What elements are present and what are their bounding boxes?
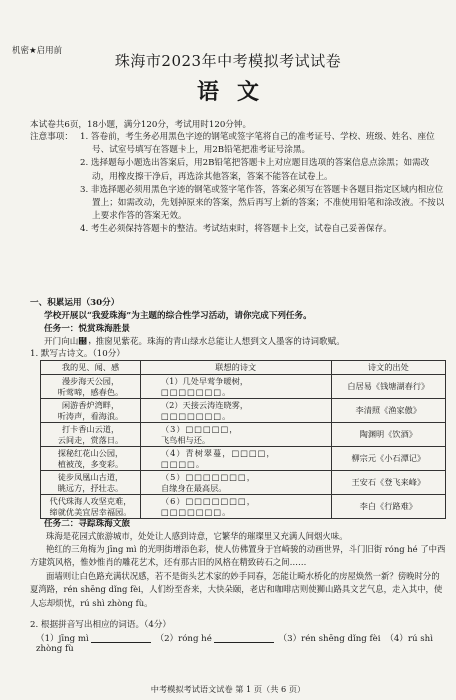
feel-line: 云间走，赏落日。	[57, 434, 124, 445]
poem-blank[interactable]: （4）青树翠蔓，□□□□，	[160, 447, 276, 458]
poem-blank[interactable]: □□□□□□□。	[160, 410, 232, 421]
answer-blank[interactable]	[91, 634, 151, 643]
poem-blank[interactable]: （6）□□□□□□□，	[160, 495, 256, 506]
source-cell: 柳宗元《小石潭记》	[331, 447, 445, 471]
poem-line: （2）天接云涛连晓雾，	[160, 399, 249, 410]
source-cell: 白居易《钱塘湖春行》	[331, 375, 445, 399]
notice-item: 4. 考生必须保持答题卡的整洁。考试结束时，将答题卡上交，试卷自己妥善保存。	[80, 224, 392, 235]
poem-blank[interactable]: □□□□。	[160, 458, 206, 469]
pinyin-option: （3）rén shēng dǐng fèi	[278, 634, 381, 644]
secret-label: 机密★启用前	[12, 46, 63, 56]
task2-line: 艳红的三角梅为 jīng mì 的光明街增添色彩，使人仿佛置身于宫崎骏的动画世界，斗门旧街 róng hé 了中西方建筑风格，惟妙惟肖的雕花艺术，还有那古旧的风格在精致砖石之间……	[30, 544, 446, 568]
feel-line: 徒步凤凰山古道，	[57, 471, 124, 482]
poem-blank[interactable]: □□□□□□□。	[160, 506, 232, 517]
section-heading: 一、积累运用（30分）	[30, 298, 120, 308]
task1-text: 开门向山຀，推窗见紫花。珠海的青山绿水总能让人想到文人墨客的诗词歌赋。	[44, 337, 345, 347]
source-cell: 李白《行路难》	[331, 495, 445, 519]
table-row	[41, 495, 446, 519]
feel-line: 代代珠海人攻坚克难，	[49, 495, 132, 506]
col-header-poem: 联想的诗文	[140, 361, 331, 375]
task2-title: 任务二：寻踪珠海文旅	[44, 519, 130, 529]
poem-line: 自缘身在最高层。	[160, 482, 227, 493]
feel-line: 缔就优美宜居幸福园。	[49, 506, 132, 517]
feel-line: 植被茂，多变彩。	[57, 458, 124, 469]
notice-item: 2. 选择题每小题选出答案后，用2B铅笔把答题卡上对应题目选项的答案信息点涂黑；如需改动，用橡皮擦干净后，再选涂其他答案，答案不能答在试卷上。	[80, 158, 430, 182]
exam-title: 珠海市2023年中考模拟考试试卷	[114, 52, 342, 70]
table-row	[41, 471, 446, 495]
table-row	[41, 375, 446, 399]
question-2: 2. 根据拼音写出相应的词语。（4分）	[30, 620, 172, 630]
feel-line: 闲游香炉湾畔，	[61, 399, 120, 410]
source-cell: 陶渊明《饮酒》	[331, 423, 445, 447]
table-row	[41, 447, 446, 471]
pinyin-option: （4）rú shì zhòng fù	[36, 634, 433, 654]
feel-line: 打卡香山云道，	[61, 423, 120, 434]
table-row	[41, 399, 446, 423]
answer-blank[interactable]	[214, 634, 274, 643]
col-header-feel: 我的见、闻、感	[41, 361, 141, 375]
task2-line: 珠海是花园式旅游城市，处处让人感到诗意，它繁华的璀璨里又充满人间烟火味。	[46, 531, 348, 541]
feel-line: 探秘红花山公园，	[57, 447, 124, 458]
poem-line: （1）几处早莺争暖树，	[160, 375, 249, 386]
task1-title: 任务一：悦赏珠海胜景	[44, 324, 130, 334]
poem-line: 飞鸟相与还。	[160, 434, 211, 445]
poem-blank[interactable]: （3）□□□□□，	[160, 423, 239, 434]
feel-line: 听莺啼，感春色。	[57, 386, 124, 397]
feel-line: 听涛声，看海浪。	[57, 410, 124, 421]
intro-text: 本试卷共6页，18小题，满分120分，考试用时120分钟。	[30, 120, 252, 130]
feel-line: 眺远方，抒壮志。	[57, 482, 124, 493]
source-cell: 李清照《渔家傲》	[331, 399, 445, 423]
subject-title: 语文	[196, 79, 277, 105]
activity-text: 学校开展以“我爱珠海”为主题的综合性学习活动，请你完成下列任务。	[44, 311, 312, 321]
poem-blank[interactable]: □□□□□□□。	[160, 386, 232, 397]
task2-line: 面墙则让白色路充满状况感，若不是街头艺术家的妙手同春，怎能让畸水桥化的房屋焕然一新？傍晚时分的夏湾路，rén shēng dǐng fèi，人们纷至沓来，大快朵颐，老店和咖啡店则使狮山路具文艺气息，走入其中，使人忘却烦忧，rú shì zhòng fù。	[30, 571, 443, 608]
notice-item: 3. 非选择题必须用黑色字迹的钢笔或签字笔作答，答案必须写在答题卡各题目指定区域内相应位置上；如需改动，先划掉原来的答案，然后再写上新的答案；不准使用铅笔和涂改液。不按以上要求作答的答案无效。	[80, 184, 445, 222]
page-footer: 中考模拟考试语文试卷 第 1 页（共 6 页）	[150, 684, 306, 694]
feel-line: 漫步海天公园，	[61, 375, 120, 386]
pinyin-options	[36, 632, 446, 654]
notice-block	[30, 131, 446, 237]
question-1: 1. 默写古诗文。（10分）	[30, 349, 125, 359]
pinyin-option: （2）róng hé	[155, 634, 212, 644]
pinyin-option: （1）jīng mì	[36, 634, 89, 644]
notice-label: 注意事项：	[30, 132, 73, 142]
table-row	[41, 423, 446, 447]
notice-item: 1. 答卷前，考生务必用黑色字迹的钢笔或签字笔将自己的准考证号、学校、班级、姓名、座位号、试室号填写在答题卡上，用2B铅笔把准考证号涂黑。	[80, 132, 435, 156]
poem-blank[interactable]: （5）□□□□□□□，	[160, 471, 256, 482]
col-header-source: 诗文的出处	[331, 361, 445, 375]
poem-table	[40, 360, 446, 519]
source-cell: 王安石《登飞来峰》	[331, 471, 445, 495]
